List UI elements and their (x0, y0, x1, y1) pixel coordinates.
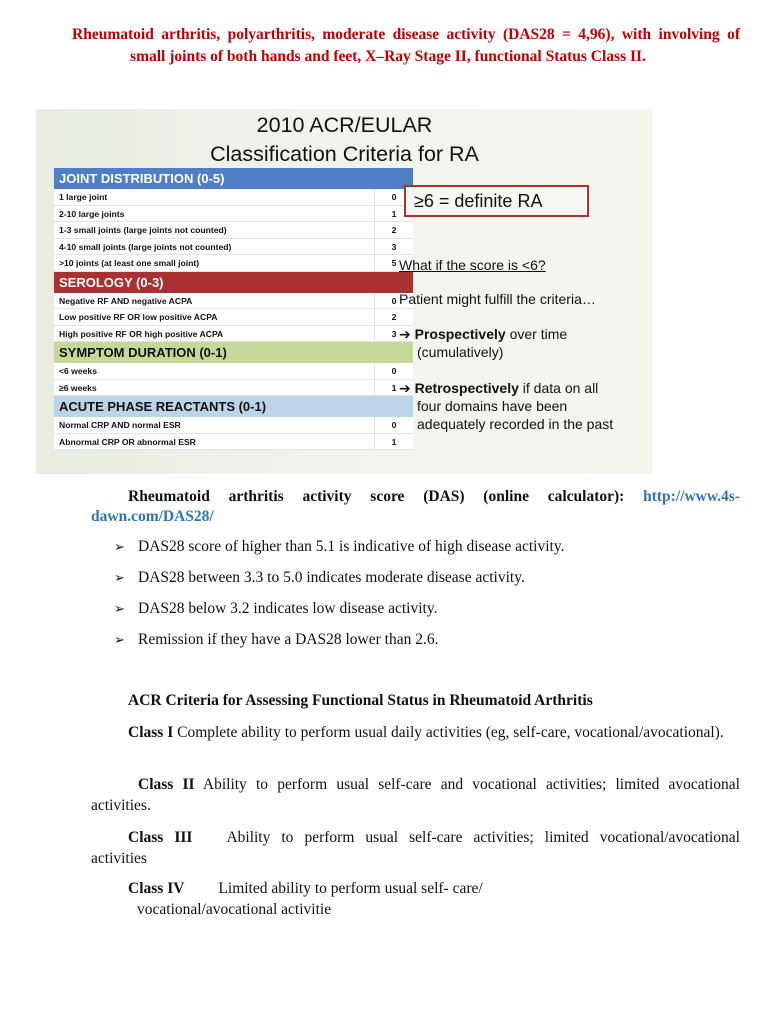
section-heading-acute: ACUTE PHASE REACTANTS (0-1) (54, 396, 413, 417)
criteria-slide-image (36, 109, 653, 474)
bullet-arrow-icon: ➢ (114, 539, 125, 554)
arrow-icon: ➔ (399, 326, 411, 342)
retrospective-bullet: ➔ Retrospectively if data on all four domains have been adequately recorded in the past (399, 380, 614, 432)
list-item: ➢ Remission if they have a DAS28 lower than 2.6. (114, 630, 564, 661)
bullet-arrow-icon: ➢ (114, 632, 125, 647)
table-row: 2-10 large joints 1 (54, 206, 413, 223)
criteria-table (54, 168, 413, 450)
table-row: ≥6 weeks 1 (54, 380, 413, 397)
slide-title-line2: Classification Criteria for RA (210, 142, 479, 166)
acr-section-title: ACR Criteria for Assessing Functional Status in Rheumatoid Arthritis (128, 692, 593, 709)
prospective-bullet: ➔ Prospectively over time (cumulatively) (399, 326, 568, 360)
fulfill-text: Patient might fulfill the criteria… (399, 291, 596, 307)
section-heading-joint: JOINT DISTRIBUTION (0-5) (54, 168, 413, 189)
table-row: >10 joints (at least one small joint) 5 (54, 255, 413, 272)
definite-ra-box: ≥6 = definite RA (404, 185, 589, 217)
class-iii-paragraph: Class III Ability to perform usual self-care activities; limited vocational/avocational activities (91, 829, 740, 867)
arrow-icon: ➔ (399, 380, 411, 396)
das-bullet-list (114, 537, 564, 661)
bullet-arrow-icon: ➢ (114, 570, 125, 585)
list-item: ➢ DAS28 below 3.2 indicates low disease activity. (114, 599, 564, 630)
table-row: 4-10 small joints (large joints not counted) 3 (54, 239, 413, 256)
section-heading-serology: SEROLOGY (0-3) (54, 272, 413, 293)
bullet-arrow-icon: ➢ (114, 601, 125, 616)
slide-title (36, 109, 653, 169)
table-row: Abnormal CRP OR abnormal ESR 1 (54, 434, 413, 451)
table-row: 1 large joint 0 (54, 189, 413, 206)
table-row: Low positive RF OR low positive ACPA 2 (54, 309, 413, 326)
table-row: Negative RF AND negative ACPA 0 (54, 293, 413, 310)
class-iv-paragraph: Class IV Limited ability to perform usual self- care/ vocational/avocational activitie (128, 880, 483, 918)
section-heading-symptom: SYMPTOM DURATION (0-1) (54, 342, 413, 363)
diagnosis-text (36, 24, 740, 68)
list-item: ➢ DAS28 between 3.3 to 5.0 indicates moderate disease activity. (114, 568, 564, 599)
table-row: High positive RF OR high positive ACPA 3 (54, 326, 413, 343)
diagnosis-content: Rheumatoid arthritis, polyarthritis, moderate disease activity (DAS28 = 4,96), with involving of small joints of both hands and feet, X–Ray Stage II, functional Status Class II. (72, 26, 740, 65)
score-question: What if the score is <6? (399, 257, 546, 273)
list-item: ➢ DAS28 score of higher than 5.1 is indicative of high disease activity. (114, 537, 564, 568)
table-row: Normal CRP AND normal ESR 0 (54, 417, 413, 434)
das-calculator-line: Rheumatoid arthritis activity score (DAS) (online calculator): http://www.4s-dawn.com/DAS28/ (91, 488, 740, 525)
class-i-paragraph: Class I Complete ability to perform usual daily activities (eg, self-care, vocational/avocational). (128, 724, 724, 741)
das-calculator-link[interactable]: http://www.4s-dawn.com/DAS28/ (91, 488, 740, 525)
table-row: <6 weeks 0 (54, 363, 413, 380)
slide-title-line1: 2010 ACR/EULAR (256, 113, 433, 137)
table-row: 1-3 small joints (large joints not counted) 2 (54, 222, 413, 239)
class-ii-paragraph: Class II Ability to perform usual self-care and vocational activities; limited avocational activities. (91, 776, 740, 814)
